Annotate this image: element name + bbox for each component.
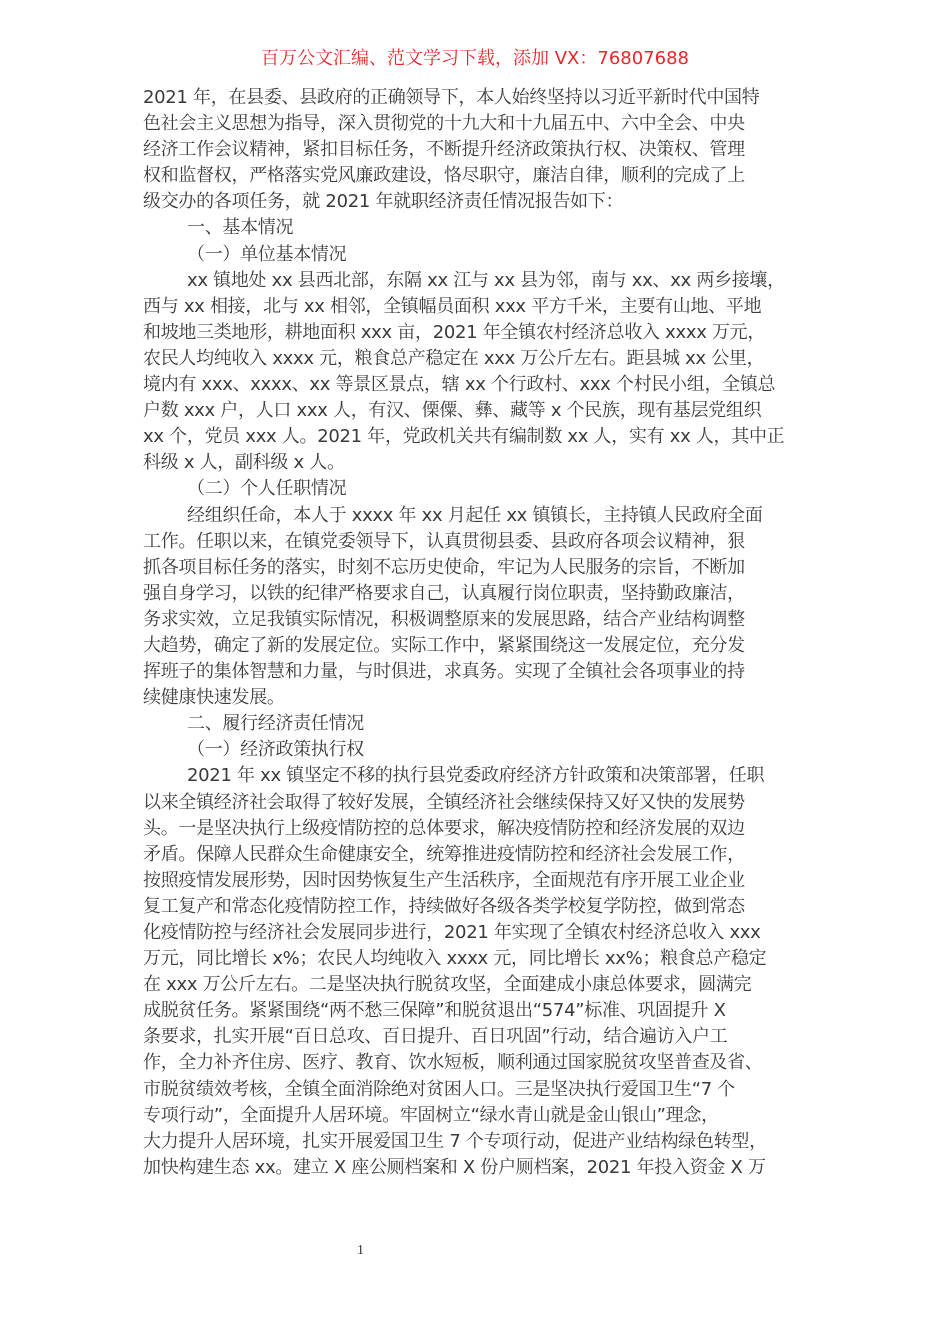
text-line: 一、基本情况 <box>187 217 294 239</box>
text-line: 成脱贫任务。紧紧围绕“两不愁三保障”和脱贫退出“574”标准、巩固提升 X <box>143 1000 726 1022</box>
text-line: xx 个，党员 xxx 人。2021 年，党政机关共有编制数 xx 人，实有 xx 人，其中正 <box>143 426 785 448</box>
text-line: 按照疫情发展形势，因时因势恢复生产生活秩序，全面规范有序开展工业企业 <box>143 869 745 891</box>
text-line: 二、履行经济责任情况 <box>187 713 364 735</box>
promo-header: 百万公文汇编、范文学习下载，添加 VX：76807688 <box>261 48 689 69</box>
text-line: 作，全力补齐住房、医疗、教育、饮水短板，顺利通过国家脱贫攻坚普查及省、 <box>143 1052 763 1074</box>
text-line: 农民人均纯收入 xxxx 元，粮食总产稳定在 xxx 万公斤左右。距县城 xx 公里， <box>143 347 765 369</box>
text-line: 西与 xx 相接，北与 xx 相邻，全镇幅员面积 xxx 平方千米，主要有山地、平地 <box>143 295 762 317</box>
text-line: 权和监督权，严格落实党风廉政建设，恪尽职守，廉洁自律，顺利的完成了上 <box>143 165 745 187</box>
text-line: 科级 x 人，副科级 x 人。 <box>143 452 345 474</box>
text-line: 和坡地三类地形，耕地面积 xxx 亩，2021 年全镇农村经济总收入 xxxx 万元， <box>143 321 766 343</box>
text-line: 头。一是坚决执行上级疫情防控的总体要求，解决疫情防控和经济发展的双边 <box>143 817 745 839</box>
text-line: 复工复产和常态化疫情防控工作，持续做好各级各类学校复学防控，做到常态 <box>143 895 745 917</box>
text-line: 加快构建生态 xx。建立 X 座公厕档案和 X 份户厕档案，2021 年投入资金 X 万 <box>143 1156 766 1178</box>
text-line: 务求实效，立足我镇实际情况，积极调整原来的发展思路，结合产业结构调整 <box>143 608 745 630</box>
text-line: 在 xxx 万公斤左右。二是坚决执行脱贫攻坚，全面建成小康总体要求，圆满完 <box>143 974 752 996</box>
page-number: 1 <box>357 1243 364 1258</box>
text-line: 级交办的各项任务，就 2021 年就职经济责任情况报告如下： <box>143 191 624 213</box>
text-line: 户数 xxx 户，人口 xxx 人，有汉、傈僳、彝、藏等 x 个民族，现有基层党组织 <box>143 400 762 422</box>
text-line: 大趋势，确定了新的发展定位。实际工作中，紧紧围绕这一发展定位，充分发 <box>143 634 745 656</box>
text-line: 市脱贫绩效考核，全镇全面消除绝对贫困人口。三是坚决执行爱国卫生“7 个 <box>143 1078 735 1100</box>
text-line: 2021 年 xx 镇坚定不移的执行县党委政府经济方针政策和决策部署，任职 <box>187 765 765 787</box>
text-line: 境内有 xxx、xxxx、xx 等景区景点，辖 xx 个行政村、xxx 个村民小组，全镇总 <box>143 374 776 396</box>
text-line: （一）经济政策执行权 <box>187 739 364 761</box>
text-line: 经组织任命，本人于 xxxx 年 xx 月起任 xx 镇镇长，主持镇人民政府全面 <box>187 504 763 526</box>
text-line: 以来全镇经济社会取得了较好发展，全镇经济社会继续保持又好又快的发展势 <box>143 791 745 813</box>
text-line: 抓各项目标任务的落实，时刻不忘历史使命，牢记为人民服务的宗旨，不断加 <box>143 556 745 578</box>
text-line: （一）单位基本情况 <box>187 243 347 265</box>
text-line: 续健康快速发展。 <box>143 687 285 709</box>
text-line: xx 镇地处 xx 县西北部，东隔 xx 江与 xx 县为邻，南与 xx、xx 两乡接壤， <box>187 269 785 291</box>
text-line: 挥班子的集体智慧和力量，与时俱进，求真务。实现了全镇社会各项事业的持 <box>143 661 745 683</box>
text-line: 工作。任职以来，在镇党委领导下，认真贯彻县委、县政府各项会议精神，狠 <box>143 530 745 552</box>
document-body <box>143 85 815 1181</box>
text-line: 矛盾。保障人民群众生命健康安全，统筹推进疫情防控和经济社会发展工作， <box>143 843 745 865</box>
text-line: 经济工作会议精神，紧扣目标任务，不断提升经济政策执行权、决策权、管理 <box>143 139 745 161</box>
text-line: 化疫情防控与经济社会发展同步进行，2021 年实现了全镇农村经济总收入 xxx <box>143 922 761 943</box>
text-line: 大力提升人居环境，扎实开展爱国卫生 7 个专项行动，促进产业结构绿色转型， <box>143 1130 767 1152</box>
text-line: 色社会主义思想为指导，深入贯彻党的十九大和十九届五中、六中全会、中央 <box>143 113 745 135</box>
text-line: 万元，同比增长 x%；农民人均纯收入 xxxx 元，同比增长 xx%；粮食总产稳定 <box>143 948 767 970</box>
text-line: （二）个人任职情况 <box>187 478 347 500</box>
text-line: 专项行动”，全面提升人居环境。牢固树立“绿水青山就是金山银山”理念， <box>143 1104 719 1126</box>
text-line: 条要求，扎实开展“百日总攻、百日提升、百日巩固”行动，结合遍访入户工 <box>143 1026 728 1048</box>
text-line: 强自身学习，以铁的纪律严格要求自己，认真履行岗位职责，坚持勤政廉洁， <box>143 582 745 604</box>
text-line: 2021 年，在县委、县政府的正确领导下，本人始终坚持以习近平新时代中国特 <box>143 87 760 108</box>
